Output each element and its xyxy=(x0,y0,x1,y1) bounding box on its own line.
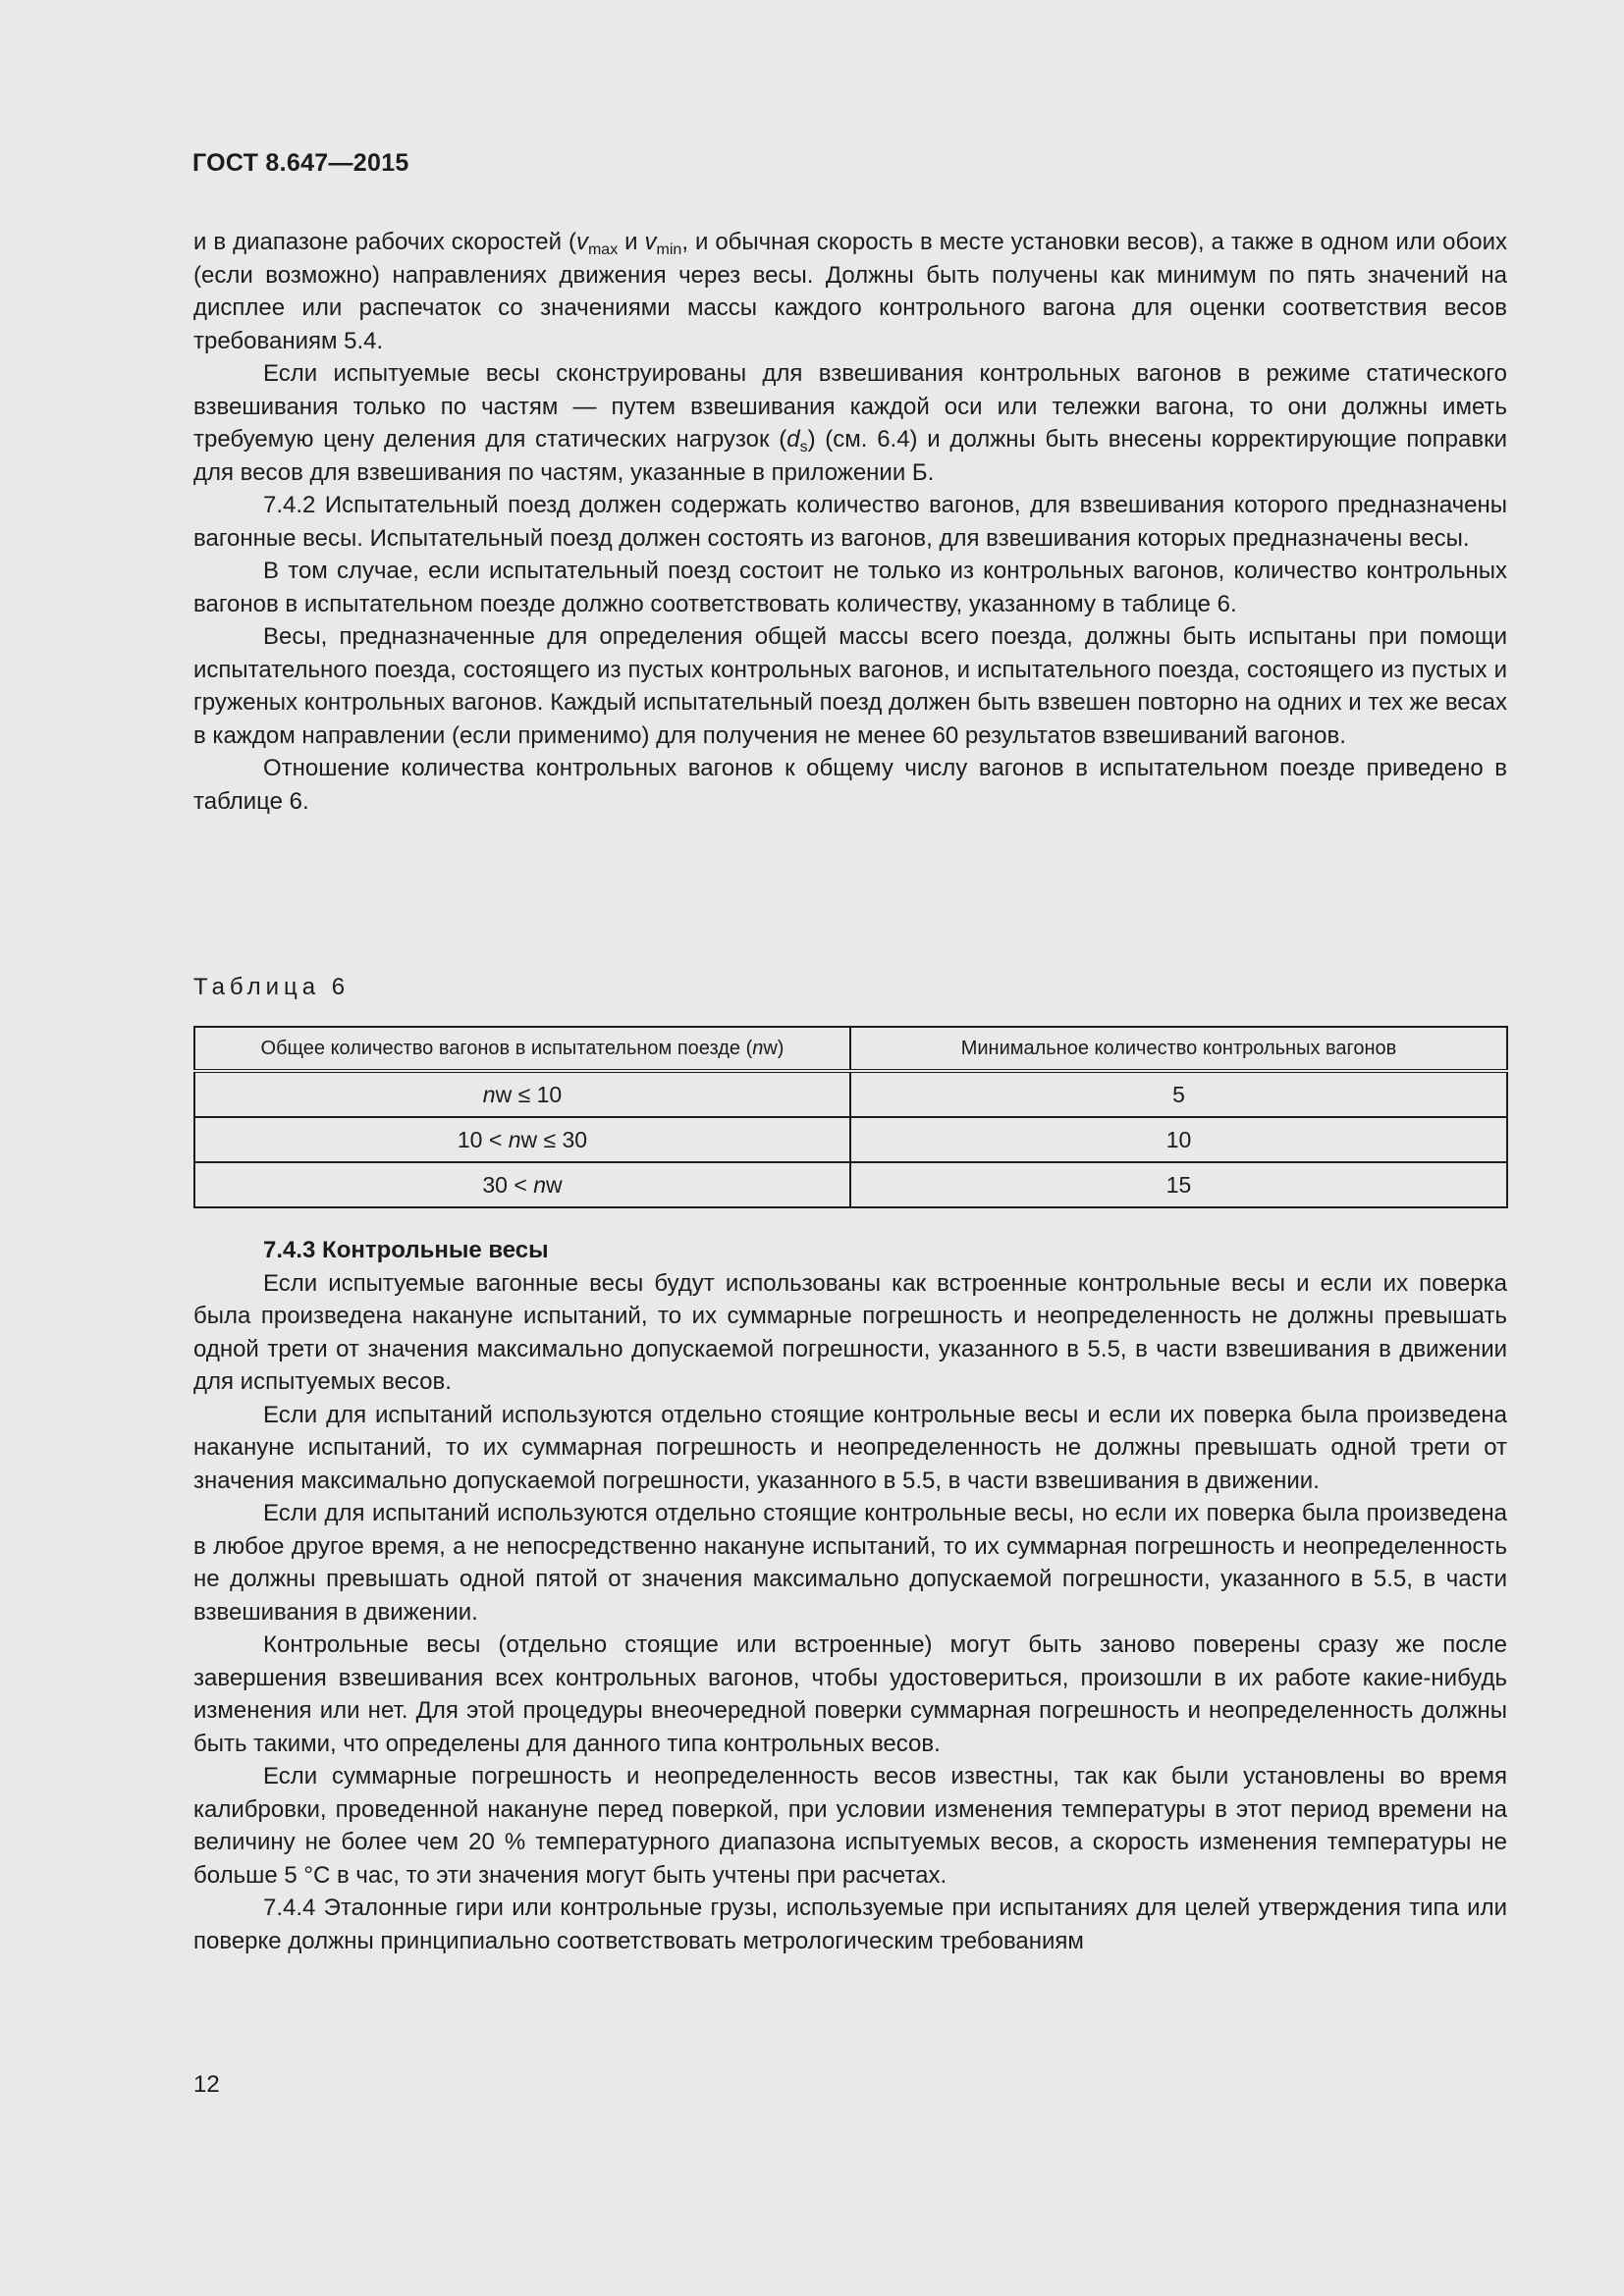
text-segment: Весы, предназначенные для определения общей массы всего поезда, должны быть испытаны при помощи испытательного поезда, состоящего из пустых контрольных вагонов, и испытательного поезда, состоящего из пустых и груженых контрольных вагонов. Каждый испытательный поезд должен быть взвешен повторно на одних и тех же весах в каждом направлении (если применимо) для получения не менее 60 результатов взвешиваний вагонов. xyxy=(193,623,1507,749)
table-row xyxy=(194,1162,1507,1207)
text-segment: 15 xyxy=(1165,1171,1192,1198)
page-number: 12 xyxy=(193,2071,220,2098)
text-segment: ) (см. 6.4) и должны быть внесены корректирующие поправки для весов для взвешивания по частям, указанные в приложении Б. xyxy=(193,426,1508,486)
text-segment: d xyxy=(786,426,800,453)
body-text-bottom xyxy=(193,1234,1507,1957)
paragraph xyxy=(193,752,1507,818)
text-segment: 30 < xyxy=(482,1171,534,1198)
paragraph xyxy=(193,1497,1507,1629)
table-cell xyxy=(194,1162,850,1207)
table-caption: Таблица 6 xyxy=(193,974,351,1000)
text-segment: w) xyxy=(763,1037,785,1059)
section-heading: 7.4.3 Контрольные весы xyxy=(263,1237,549,1263)
table-body xyxy=(194,1071,1507,1207)
section-paragraphs xyxy=(193,1267,1507,1958)
text-segment: В том случае, если испытательный поезд состоит не только из контрольных вагонов, количество контрольных вагонов в испытательном поезде должно соответствовать количеству, указанному в таблице 6. xyxy=(193,558,1507,617)
paragraph xyxy=(193,1399,1507,1498)
text-segment: 7.4.4 Эталонные гири или контрольные грузы, используемые при испытаниях для целей утверждения типа или поверке должны принципиально соответствовать метрологическим требованиям xyxy=(193,1895,1507,1954)
text-segment: Минимальное количество контрольных вагонов xyxy=(960,1037,1397,1059)
text-segment: v xyxy=(575,229,588,255)
paragraph xyxy=(193,1892,1507,1957)
text-segment: max xyxy=(587,241,619,258)
text-segment: и xyxy=(618,229,645,255)
text-segment: и в диапазоне рабочих скоростей ( xyxy=(193,229,576,255)
text-segment: Если для испытаний используются отдельно стоящие контрольные весы, но если их поверка была произведена в любое другое время, а не непосредственно накануне испытаний, то их суммарная погрешность и неопределенность не должны превышать одной пятой от значения максимально допускаемой погрешности, указанного в 5.5, в части взвешивания в движении. xyxy=(193,1500,1507,1626)
text-segment: n xyxy=(533,1171,546,1198)
table-header-row xyxy=(194,1027,1507,1071)
text-segment: Если испытуемые весы сконструированы для взвешивания контрольных вагонов в режиме статического взвешивания только по частям — путем взвешивания каждой оси или тележки вагона, то они должны иметь требуемую цену деления для статических нагрузок ( xyxy=(193,360,1507,453)
text-segment: 5 xyxy=(1172,1081,1185,1107)
text-segment: w ≤ 10 xyxy=(495,1081,563,1107)
text-segment: Отношение количества контрольных вагонов к общему числу вагонов в испытательном поезде приведено в таблице 6. xyxy=(193,755,1507,815)
table-cell xyxy=(850,1071,1507,1117)
table-cell xyxy=(850,1162,1507,1207)
text-segment: min xyxy=(656,241,682,258)
table-cell xyxy=(194,1071,850,1117)
body-text-top xyxy=(193,226,1507,818)
paragraph xyxy=(193,357,1507,489)
paragraph xyxy=(193,489,1507,555)
text-segment: 7.4.2 Испытательный поезд должен содержать количество вагонов, для взвешивания которого предназначены вагонные весы. Испытательный поезд должен состоять из вагонов, для взвешивания которых предназначены весы. xyxy=(193,492,1507,552)
text-segment: w ≤ 30 xyxy=(520,1126,588,1152)
text-segment: n xyxy=(752,1037,764,1059)
text-segment: 10 < xyxy=(457,1126,509,1152)
paragraph xyxy=(193,555,1507,620)
text-segment: Если суммарные погрешность и неопределенность весов известны, так как были установлены во время калибровки, проведенной накануне перед поверкой, при условии изменения температуры в этот период времени на величину не более чем 20 % температурного диапазона испытуемых весов, а скорость изменения температуры не больше 5 °С в час, то эти значения могут быть учтены при расчетах. xyxy=(193,1763,1507,1889)
text-segment: 10 xyxy=(1165,1126,1192,1152)
text-segment: v xyxy=(644,229,657,255)
text-segment: w xyxy=(545,1171,563,1198)
paragraph xyxy=(193,1267,1507,1399)
paragraph xyxy=(193,1760,1507,1892)
table-row xyxy=(194,1071,1507,1117)
text-segment: Если испытуемые вагонные весы будут использованы как встроенные контрольные весы и если их поверка была произведена накануне испытаний, то их суммарные погрешность и неопределенность не должны превышать одной трети от значения максимально допускаемой погрешности, указанного в 5.5, в части взвешивания в движении для испытуемых весов. xyxy=(193,1269,1507,1395)
text-segment: Общее количество вагонов в испытательном поезде ( xyxy=(260,1037,753,1059)
text-segment: Если для испытаний используются отдельно стоящие контрольные весы и если их поверка была произведена накануне испытаний, то их суммарная погрешность и неопределенность не должны превышать одной трети от значения максимально допускаемой погрешности, указанного в 5.5, в части взвешивания в движении. xyxy=(193,1401,1507,1494)
table-cell xyxy=(194,1117,850,1162)
control-wagons-table xyxy=(193,1026,1508,1208)
table-row xyxy=(194,1117,1507,1162)
text-segment: s xyxy=(799,439,808,455)
column-header xyxy=(194,1027,850,1071)
table-cell xyxy=(850,1117,1507,1162)
text-segment: n xyxy=(508,1126,521,1152)
text-segment: Контрольные весы (отдельно стоящие или встроенные) могут быть заново поверены сразу же после завершения взвешивания всех контрольных вагонов, чтобы удостовериться, произошли в их работе какие-нибудь изменения или нет. Для этой процедуры внеочередной поверки суммарная погрешность и неопределенность должны быть такими, что определены для данного типа контрольных весов. xyxy=(193,1631,1507,1757)
text-segment: , и обычная скорость в месте установки весов), а также в одном или обоих (если возможно) направлениях движения через весы. Должны быть получены как минимум по пять значений на дисплее или распечаток со значениями массы каждого контрольного вагона для оценки соответствия весов требованиям 5.4. xyxy=(193,229,1507,354)
paragraph xyxy=(193,620,1507,752)
column-header xyxy=(850,1027,1507,1071)
document-header: ГОСТ 8.647—2015 xyxy=(192,149,409,177)
text-segment: n xyxy=(482,1081,496,1107)
paragraph xyxy=(193,1629,1507,1760)
paragraph xyxy=(193,226,1507,357)
